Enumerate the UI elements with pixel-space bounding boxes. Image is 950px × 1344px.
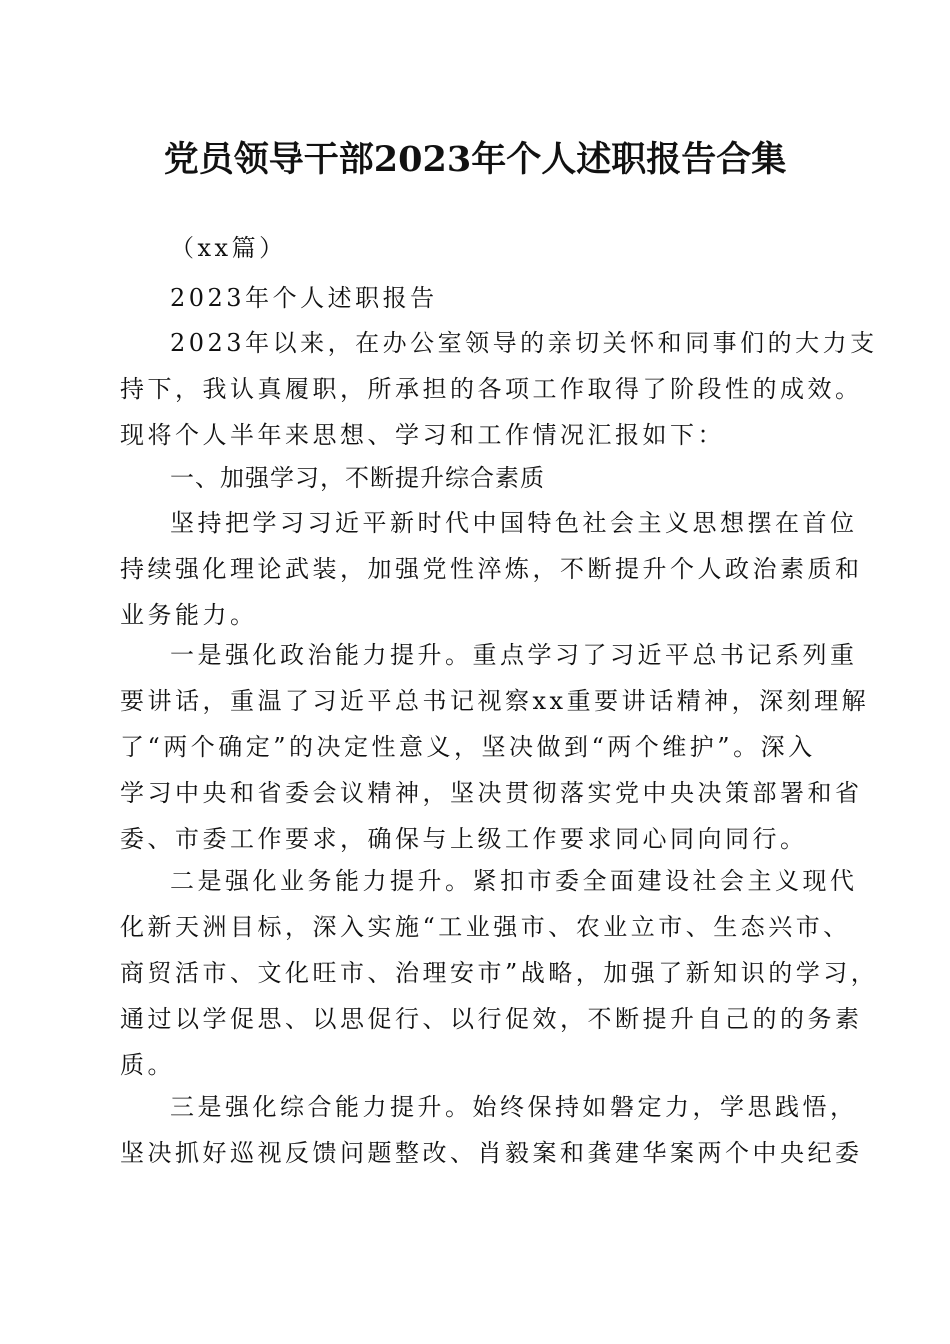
point-lead: 一是强化政治能力提升。 — [170, 641, 473, 669]
report-title: 2023年个人述职报告 — [170, 284, 438, 312]
point-lead: 三是强化综合能力提升。 — [170, 1093, 473, 1121]
section-heading: 一、加强学习，不断提升综合素质 — [170, 464, 545, 492]
point-text: 重点学习了习近平总书记系列重 — [472, 641, 858, 669]
intro-line: 持下，我认真履职，所承担的各项工作取得了阶段性的成效。 — [120, 375, 863, 403]
paragraph-line: 要讲话，重温了习近平总书记视察xx重要讲话精神，深刻理解 — [120, 687, 870, 715]
paragraph-line: 商贸活市、文化旺市、治理安市”战略，加强了新知识的学习， — [120, 959, 879, 987]
document-title: 党员领导干部2023年个人述职报告合集 — [163, 139, 787, 180]
point-first-line — [170, 1084, 858, 1130]
subtitle: （xx篇） — [170, 234, 287, 262]
point-text: 始终保持如磐定力，学思践悟， — [472, 1093, 858, 1121]
paragraph-line: 学习中央和省委会议精神，坚决贯彻落实党中央决策部署和省 — [120, 779, 863, 807]
paragraph-line: 化新天洲目标，深入实施“工业强市、农业立市、生态兴市、 — [120, 913, 851, 941]
intro-line: 现将个人半年来思想、学习和工作情况汇报如下： — [120, 421, 725, 449]
paragraph-line: 委、市委工作要求，确保与上级工作要求同心同向同行。 — [120, 825, 808, 853]
point-first-line — [170, 632, 858, 678]
point-text: 紧扣市委全面建设社会主义现代 — [472, 867, 858, 895]
paragraph-line: 业务能力。 — [120, 601, 258, 629]
paragraph-line: 坚决抓好巡视反馈问题整改、肖毅案和龚建华案两个中央纪委 — [120, 1139, 863, 1167]
paragraph-line: 持续强化理论武装，加强党性淬炼，不断提升个人政治素质和 — [120, 555, 863, 583]
point-lead: 二是强化业务能力提升。 — [170, 867, 473, 895]
intro-line: 2023年以来，在办公室领导的亲切关怀和同事们的大力支 — [170, 329, 878, 357]
point-first-line — [170, 858, 858, 904]
paragraph-line: 了“两个确定”的决定性意义，坚决做到“两个维护”。深入 — [120, 733, 816, 761]
paragraph-line: 坚持把学习习近平新时代中国特色社会主义思想摆在首位 — [170, 509, 858, 537]
paragraph-line: 质。 — [120, 1051, 175, 1079]
paragraph-line: 通过以学促思、以思促行、以行促效，不断提升自己的的务素 — [120, 1005, 863, 1033]
